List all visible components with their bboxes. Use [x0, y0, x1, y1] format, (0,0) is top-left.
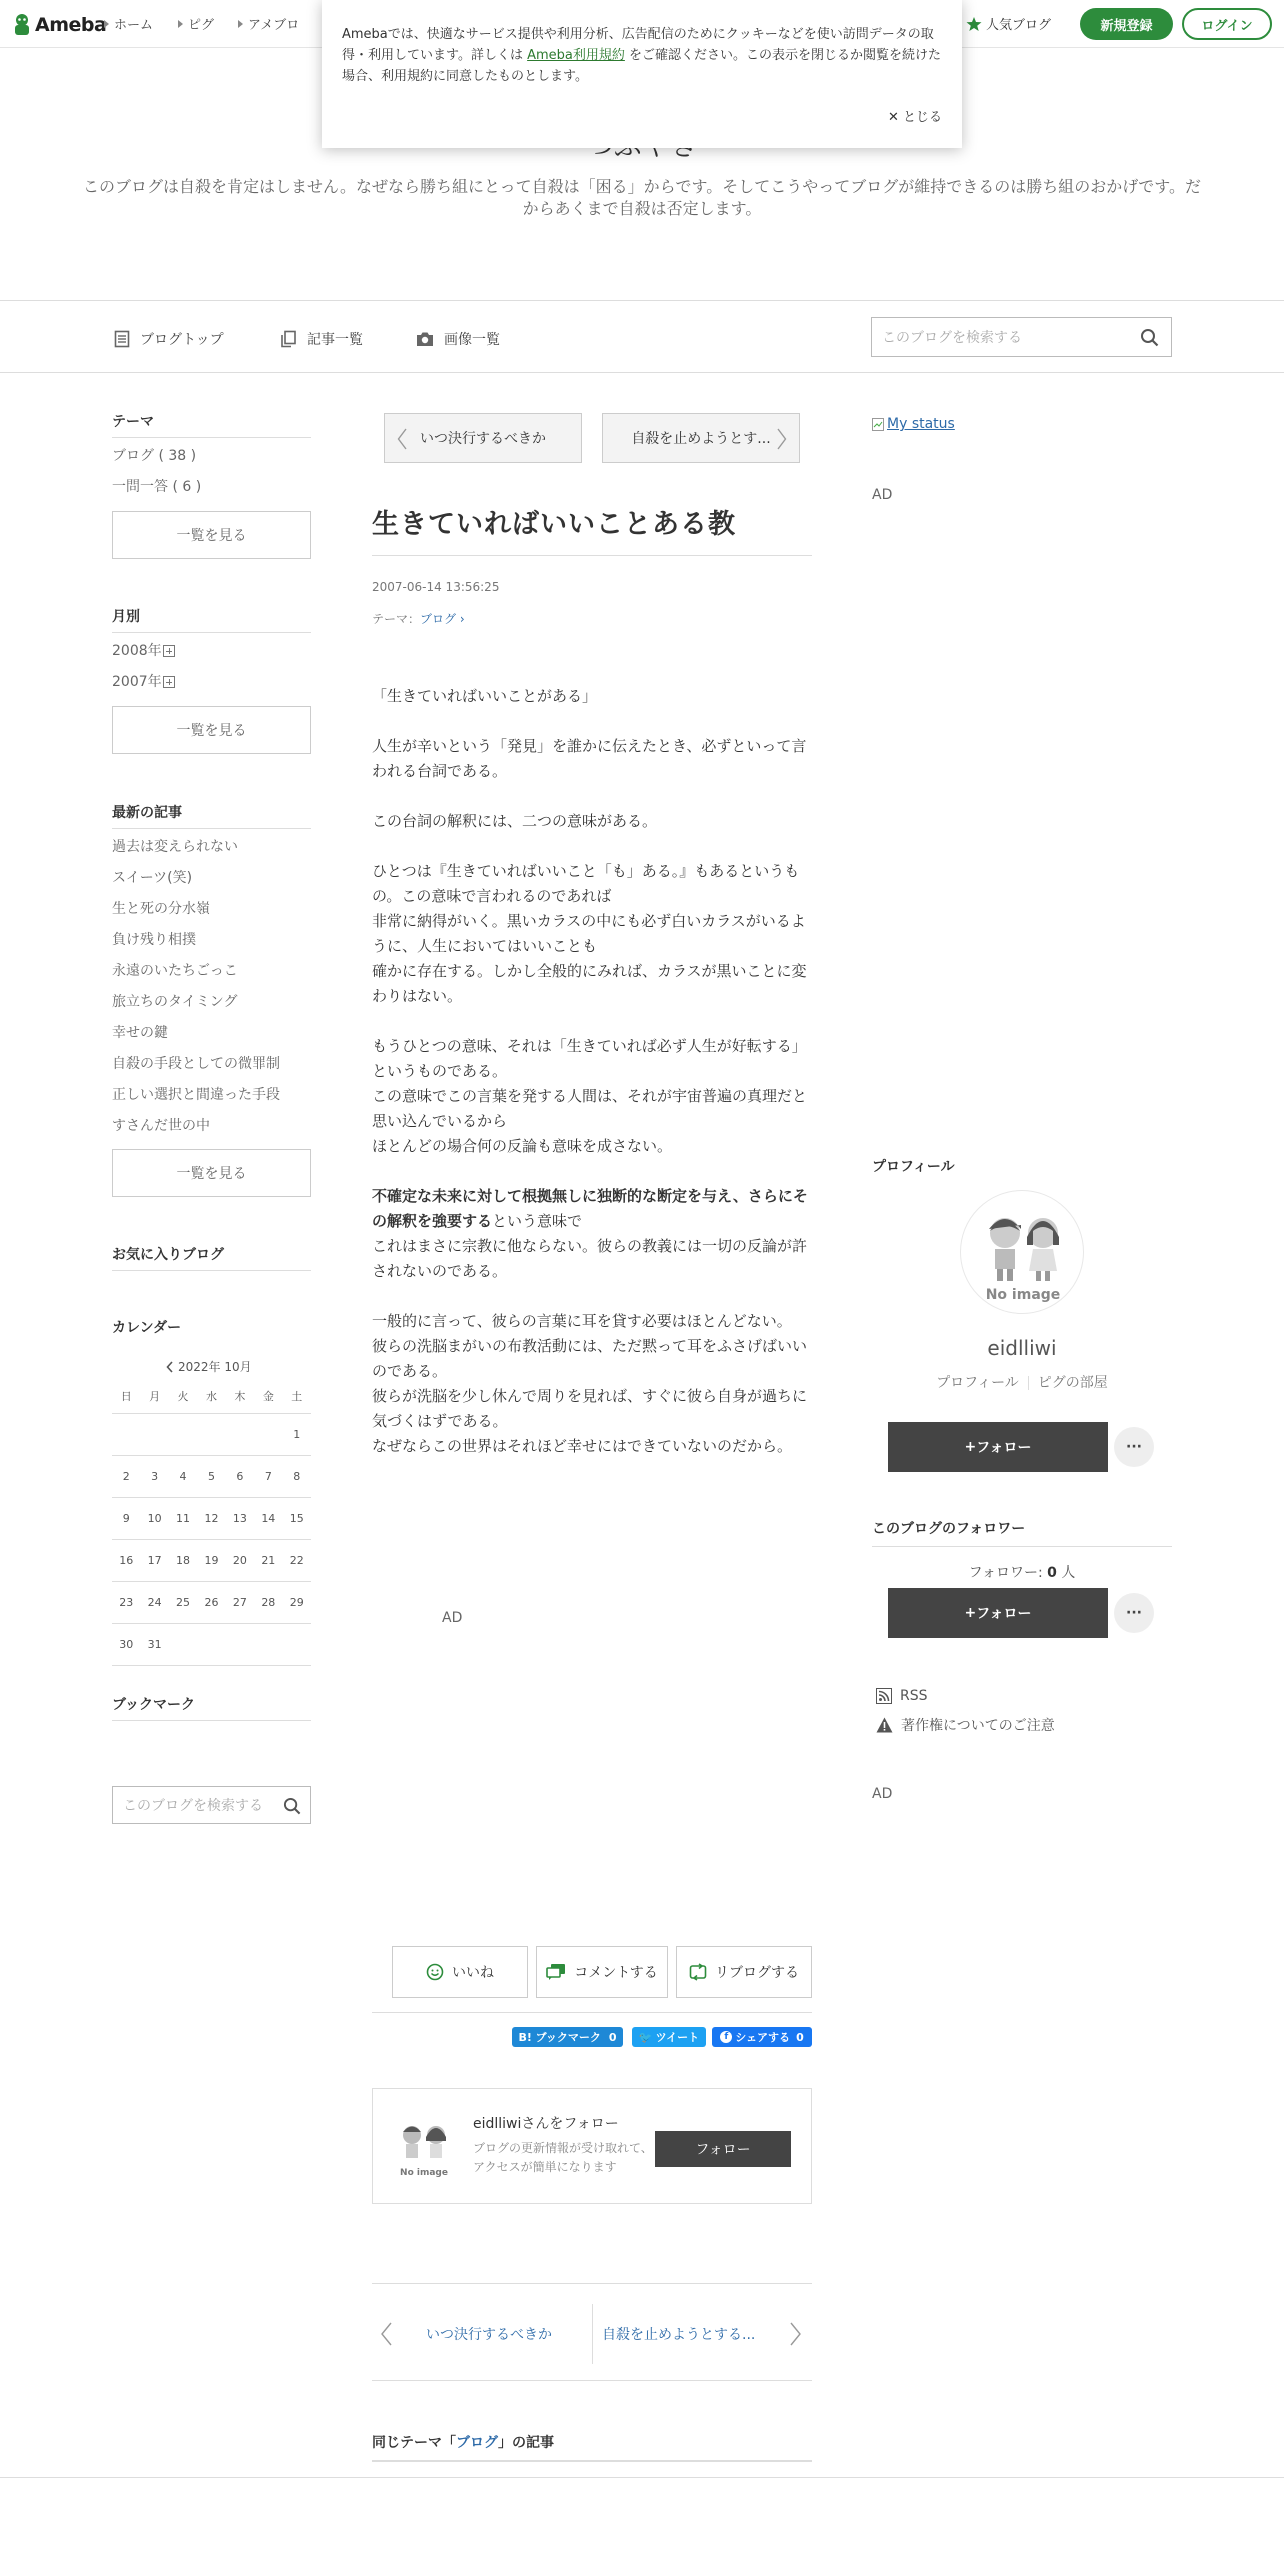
copy-icon [280, 330, 297, 348]
reblog-label: リブログする [715, 1965, 799, 1981]
rss-link[interactable] [876, 1688, 928, 1704]
article-line: もうひとつの意味、それは「生きていれば必ず人生が好転する」というものである。 [372, 1037, 807, 1080]
calendar-day[interactable]: 19 [204, 1554, 219, 1567]
calendar-day[interactable]: 26 [204, 1596, 219, 1609]
article-line: 彼らが洗脳を少し休んで周りを見れば、すぐに彼ら自身が過ちに気づくはずである。 [372, 1387, 808, 1430]
sidebar-search-placeholder: このブログを検索する [123, 1798, 263, 1814]
calendar-day[interactable]: 29 [289, 1596, 304, 1609]
article-bold-text: 不確定な未来に対して根拠無しに独断的な断定を与え、さらにその解釈を強要する [372, 1187, 808, 1230]
calendar-day[interactable]: 9 [122, 1512, 130, 1525]
noimage-avatar-icon [961, 1191, 1084, 1314]
link-separator [1028, 1376, 1029, 1390]
mystatus-label: My status [887, 416, 955, 432]
prev-article-button[interactable] [384, 413, 582, 463]
favorite-blog-heading: お気に入りブログ [112, 1244, 311, 1271]
recent-heading: 最新の記事 [112, 802, 311, 829]
subnav-blog-top[interactable] [114, 329, 224, 349]
smile-icon [426, 1963, 444, 1981]
recent-article-link[interactable]: すさんだ世の中 [112, 1118, 210, 1134]
camera-icon [416, 331, 434, 347]
reblog-icon [689, 1963, 707, 1981]
same-theme-heading [372, 2432, 812, 2462]
expand-icon[interactable] [163, 645, 175, 657]
calendar-day[interactable]: 14 [261, 1512, 276, 1525]
article-line [372, 784, 812, 809]
weekday: 金 [262, 1390, 274, 1403]
tweet-label: ツイート [655, 2031, 700, 2044]
rss-label: RSS [900, 1688, 928, 1704]
calendar-day [197, 1414, 225, 1455]
calendar-day [140, 1414, 168, 1455]
calendar-day[interactable]: 7 [264, 1470, 272, 1483]
more-options-button[interactable]: ··· [1114, 1593, 1154, 1633]
article-bold-tail: という意味で [492, 1212, 583, 1230]
weekday: 水 [205, 1390, 217, 1403]
same-theme-prefix: 同じテーマ「 [372, 2435, 456, 2451]
article-line [372, 1284, 812, 1309]
calendar-day[interactable]: 21 [261, 1554, 276, 1567]
article-line: 彼らの洗脳まがいの布教活動には、ただ黙って耳をふさげばいいのである。 [372, 1337, 808, 1380]
month-label: 2007年 [112, 674, 162, 690]
theme-more-button[interactable]: 一覧を見る [112, 511, 311, 559]
plus-icon: + [964, 1439, 977, 1455]
subnav-blog-top-label: ブログトップ [140, 332, 224, 348]
calendar-day[interactable]: 25 [176, 1596, 191, 1609]
subnav-image-list-label: 画像一覧 [444, 332, 500, 348]
calendar-day [283, 1624, 311, 1665]
document-icon [114, 330, 130, 348]
profile-heading: プロフィール [872, 1159, 955, 1175]
recent-article-link[interactable]: 生と死の分水嶺 [112, 901, 210, 917]
profile-link[interactable]: プロフィール [936, 1375, 1019, 1391]
follow-label: フォロー [976, 1606, 1032, 1622]
calendar-day[interactable]: 8 [293, 1470, 301, 1483]
calendar-day [197, 1624, 225, 1665]
calendar-day [254, 1414, 282, 1455]
calendar-heading: カレンダー [112, 1320, 182, 1336]
chevron-left-icon [397, 428, 407, 450]
nav-arrow-icon [104, 20, 109, 28]
month-item-2007[interactable] [112, 671, 175, 691]
prev-article-label: いつ決行するべきか [420, 431, 546, 447]
pig-room-link[interactable]: ピグの部屋 [1037, 1375, 1108, 1391]
weekday: 土 [291, 1390, 303, 1403]
weekday: 木 [234, 1390, 246, 1403]
calendar-day[interactable]: 23 [119, 1596, 134, 1609]
article-line: これはまさに宗教に他ならない。彼らの教義には一切の反論が許されないのである。 [372, 1237, 808, 1280]
recent-article-link[interactable]: 永遠のいたちごっこ [112, 963, 238, 979]
calendar-day[interactable]: 4 [179, 1470, 187, 1483]
calendar-day[interactable]: 6 [236, 1470, 244, 1483]
article-line: 人生が辛いという「発見」を誰かに伝えたとき、必ずといって言われる台詞である。 [372, 737, 807, 780]
pager-divider [592, 2304, 593, 2364]
article-line: この意味でこの言葉を発する人間は、それが宇宙普遍の真理だと思い込んでいるから [372, 1087, 808, 1130]
pager-prev-link[interactable]: いつ決行するべきか [426, 2327, 552, 2343]
followers-heading: このブログのフォロワー [872, 1518, 1172, 1547]
hatena-bookmark-button[interactable] [512, 2027, 623, 2047]
follow-button[interactable] [888, 1422, 1108, 1472]
theme-item[interactable]: ブログ ( 38 ) [112, 448, 197, 464]
chevron-left-icon[interactable] [380, 2322, 392, 2346]
follower-label: フォロワー: [968, 1565, 1043, 1581]
profile-name[interactable]: eidlliwi [987, 1336, 1057, 1360]
theme-item[interactable]: 一問一答 ( 6 ) [112, 479, 202, 495]
popular-blog-label: 人気ブログ [986, 18, 1052, 33]
article-paragraphs [372, 684, 812, 1184]
monthly-heading: 月別 [112, 606, 311, 633]
article-line: 一般的に言って、彼らの言葉に耳を貸す必要はほとんどない。 [372, 1312, 792, 1330]
article-body [372, 684, 812, 1459]
share-divider [372, 2012, 812, 2022]
calendar-day[interactable]: 17 [147, 1554, 162, 1567]
search-icon[interactable] [283, 1797, 301, 1815]
article-paragraphs-2 [372, 1234, 812, 1459]
pager-next-link[interactable]: 自殺を止めようとする... [602, 2327, 756, 2343]
noimage-avatar-icon [395, 2117, 453, 2179]
next-article-button[interactable] [602, 413, 800, 463]
next-article-label: 自殺を止めようとす... [631, 431, 771, 447]
chevron-left-icon[interactable] [166, 1361, 174, 1373]
monthly-more-button[interactable]: 一覧を見る [112, 706, 311, 754]
calendar-day[interactable]: 5 [207, 1470, 215, 1483]
ad-label: AD [872, 487, 893, 503]
weekday: 火 [177, 1390, 189, 1403]
cookie-notice [322, 0, 962, 148]
nav-ameblo[interactable] [238, 14, 299, 33]
article-line: この台詞の解釈には、二つの意味がある。 [372, 812, 658, 830]
article-pager [372, 2283, 812, 2381]
calendar-day[interactable]: 13 [232, 1512, 247, 1525]
fb-share-label: シェアする [735, 2031, 791, 2044]
theme-heading: テーマ [112, 411, 311, 438]
ameba-logo[interactable] [12, 12, 106, 38]
article-theme-label: テーマ： [372, 612, 421, 626]
recent-article-link[interactable]: 正しい選択と間違った手段 [112, 1087, 280, 1103]
sidebar-search-input[interactable] [112, 1786, 311, 1824]
like-button[interactable] [392, 1946, 528, 1998]
reblog-button[interactable] [676, 1946, 812, 1998]
article-emphasis [372, 1184, 812, 1234]
calendar-day[interactable]: 20 [232, 1554, 247, 1567]
calendar-day [226, 1624, 254, 1665]
article-line [372, 834, 812, 859]
nav-ameblo-label: アメブロ [248, 18, 300, 33]
profile-links [872, 1372, 1172, 1392]
article-line: 非常に納得がいく。黒いカラスの中にも必ず白いカラスがいるように、人生においてはいいことも [372, 912, 806, 955]
calendar-day[interactable]: 28 [261, 1596, 276, 1609]
like-label: いいね [452, 1965, 494, 1981]
follow-label: フォロー [976, 1440, 1032, 1456]
fb-count: 0 [796, 2030, 804, 2044]
recent-article-link[interactable]: 旅立ちのタイミング [112, 994, 238, 1010]
nav-home-label: ホーム [114, 18, 154, 33]
recent-article-link[interactable]: 過去は変えられない [112, 839, 238, 855]
calendar-day[interactable]: 10 [147, 1512, 162, 1525]
blog-search-placeholder: このブログを検索する [882, 330, 1022, 346]
calendar-day[interactable]: 11 [176, 1512, 191, 1525]
plus-icon: + [964, 1605, 977, 1621]
calendar-week-row [112, 1498, 311, 1540]
ameba-logo-icon [12, 13, 32, 37]
calendar-day [169, 1414, 197, 1455]
blog-subnav [0, 300, 1284, 373]
calendar-day [226, 1414, 254, 1455]
calendar-day[interactable]: 31 [147, 1638, 162, 1651]
comment-button[interactable] [536, 1946, 668, 1998]
calendar-day[interactable]: 16 [119, 1554, 134, 1567]
hatena-label: B! ブックマーク [518, 2031, 601, 2044]
article-title[interactable]: 生きていればいいことある教 [372, 502, 812, 556]
ameba-logo-text: Ameba [35, 14, 107, 36]
article-line: ほとんどの場合何の反論も意味を成さない。 [372, 1137, 673, 1155]
follower-unit: 人 [1061, 1565, 1076, 1581]
cookie-close-button[interactable] [888, 107, 942, 128]
calendar-day[interactable]: 18 [176, 1554, 191, 1567]
calendar-day[interactable]: 30 [119, 1638, 134, 1651]
calendar-week-row [112, 1540, 311, 1582]
calendar-week-row [112, 1582, 311, 1624]
warning-icon [876, 1717, 893, 1733]
calendar-week-row [112, 1624, 311, 1666]
cookie-close-label: とじる [902, 110, 942, 125]
rss-icon [876, 1688, 892, 1704]
footer-divider [0, 2477, 1284, 2478]
follow-card-title: eidlliwiさんをフォロー [473, 2116, 619, 2132]
search-icon[interactable] [1140, 328, 1159, 347]
article-line: 「生きていればいいことがある」 [372, 687, 598, 705]
calendar-day[interactable]: 27 [232, 1596, 247, 1609]
calendar-day[interactable]: 22 [289, 1554, 304, 1567]
blog-search-input[interactable] [871, 317, 1172, 357]
profile-avatar[interactable] [960, 1190, 1084, 1314]
recent-article-link[interactable]: 負け残り相撲 [112, 932, 196, 948]
article-line: なぜならこの世界はそれほど幸せにはできていないのだから。 [372, 1437, 793, 1455]
cookie-text-2: をご確認ください。この表示を閉じるか閲覧を続けた場合、利用規約に同意したものとします。 [342, 48, 942, 84]
recent-article-link[interactable]: 自殺の手段としての微罪制 [112, 1056, 280, 1072]
chevron-right-icon[interactable] [790, 2322, 802, 2346]
month-item-2008[interactable] [112, 640, 175, 660]
login-button[interactable]: ログイン [1182, 8, 1272, 40]
calendar-month-label: 2022年 10月 [178, 1360, 252, 1374]
copyright-notice-link[interactable] [876, 1715, 1055, 1735]
nav-arrow-icon [178, 20, 183, 28]
bookmark-heading: ブックマーク [112, 1694, 311, 1721]
nav-arrow-icon [238, 20, 243, 28]
more-options-button[interactable]: ··· [1114, 1427, 1154, 1467]
signup-button[interactable]: 新規登録 [1080, 8, 1173, 40]
follow-button-followers[interactable] [888, 1588, 1108, 1638]
calendar-day[interactable]: 24 [147, 1596, 162, 1609]
follow-card [372, 2088, 812, 2204]
follower-count [872, 1562, 1172, 1582]
close-icon: ✕ [887, 110, 903, 125]
calendar-day [112, 1414, 140, 1455]
subnav-article-list[interactable] [280, 329, 363, 349]
nav-pigg[interactable] [178, 14, 214, 33]
calendar-day[interactable]: 3 [151, 1470, 159, 1483]
article-theme-link[interactable]: ブログ [420, 612, 457, 626]
month-label: 2008年 [112, 643, 162, 659]
article-line [372, 1159, 812, 1184]
twitter-icon: 🐦 [638, 2030, 653, 2044]
follow-card-description: ブログの更新情報が受け取れて、アクセスが簡単になります [473, 2141, 653, 2174]
hatena-count: 0 [608, 2030, 617, 2044]
recent-more-button[interactable]: 一覧を見る [112, 1149, 311, 1197]
weekday: 日 [120, 1390, 132, 1403]
article-line: 確かに存在する。しかし全般的にみれば、カラスが黒いことに変わりはない。 [372, 962, 807, 1005]
nav-home[interactable] [104, 14, 153, 33]
subnav-article-list-label: 記事一覧 [307, 332, 363, 348]
calendar-day[interactable]: 1 [293, 1428, 301, 1441]
article-line [372, 1009, 812, 1034]
recent-article-link[interactable]: 幸せの鍵 [112, 1025, 168, 1041]
calendar-day[interactable]: 15 [289, 1512, 304, 1525]
nav-pigg-label: ピグ [188, 18, 215, 33]
cookie-text-1: Amebaでは、快適なサービス提供や利用分析、広告配信のためにクッキーなどを使い訪問データの取得・利用しています。詳しくは [342, 27, 934, 63]
calendar-week-row [112, 1414, 311, 1456]
ad-label: AD [442, 1610, 463, 1626]
chevron-right-icon [777, 428, 787, 450]
chevron-right-icon: › [456, 612, 465, 626]
article-date: 2007-06-14 13:56:25 [372, 580, 500, 594]
comment-label: コメントする [574, 1965, 658, 1981]
calendar-week-row [112, 1456, 311, 1498]
tweet-button[interactable] [632, 2027, 706, 2047]
comment-icon [546, 1963, 566, 1981]
weekday: 月 [149, 1390, 161, 1403]
terms-link[interactable]: Ameba利用規約 [527, 48, 625, 63]
copyright-label: 著作権についてのご注意 [901, 1718, 1055, 1734]
calendar-day[interactable]: 12 [204, 1512, 219, 1525]
same-theme-link[interactable]: ブログ [456, 2435, 498, 2451]
star-icon [966, 16, 982, 32]
broken-image-icon [872, 418, 884, 431]
noimage-label: No image [985, 1287, 1061, 1303]
article-line: ひとつは『生きていればいいこと「も」ある。』もあるというもの。この意味で言われるのであれば [372, 862, 800, 905]
blog-description: このブログは自殺を肯定はしません。なぜなら勝ち組にとって自殺は「困る」からです。そしてこうやってブログが維持できるのは勝ち組のおかげです。だからあくまで自殺は否定します。 [83, 177, 1201, 218]
facebook-icon: f [720, 2031, 732, 2043]
popular-blog-link[interactable] [966, 14, 1051, 33]
ad-label: AD [872, 1786, 893, 1802]
calendar-weekday-row [112, 1382, 311, 1414]
calendar-day [254, 1624, 282, 1665]
recent-article-link[interactable]: スイーツ(笑) [112, 870, 193, 886]
noimage-label: No image [400, 2168, 448, 2178]
article-theme [372, 610, 465, 627]
mystatus-image-link[interactable] [872, 416, 955, 432]
subnav-image-list[interactable] [416, 329, 500, 349]
expand-icon[interactable] [163, 676, 175, 688]
calendar-month-nav [166, 1358, 252, 1375]
calendar-day[interactable]: 2 [122, 1470, 130, 1483]
facebook-share-button[interactable] [712, 2027, 812, 2047]
follower-number[interactable]: 0 [1047, 1565, 1057, 1581]
calendar-day [169, 1624, 197, 1665]
follow-card-button[interactable]: フォロー [655, 2131, 791, 2167]
article-line [372, 709, 812, 734]
same-theme-suffix: 」の記事 [498, 2435, 554, 2451]
